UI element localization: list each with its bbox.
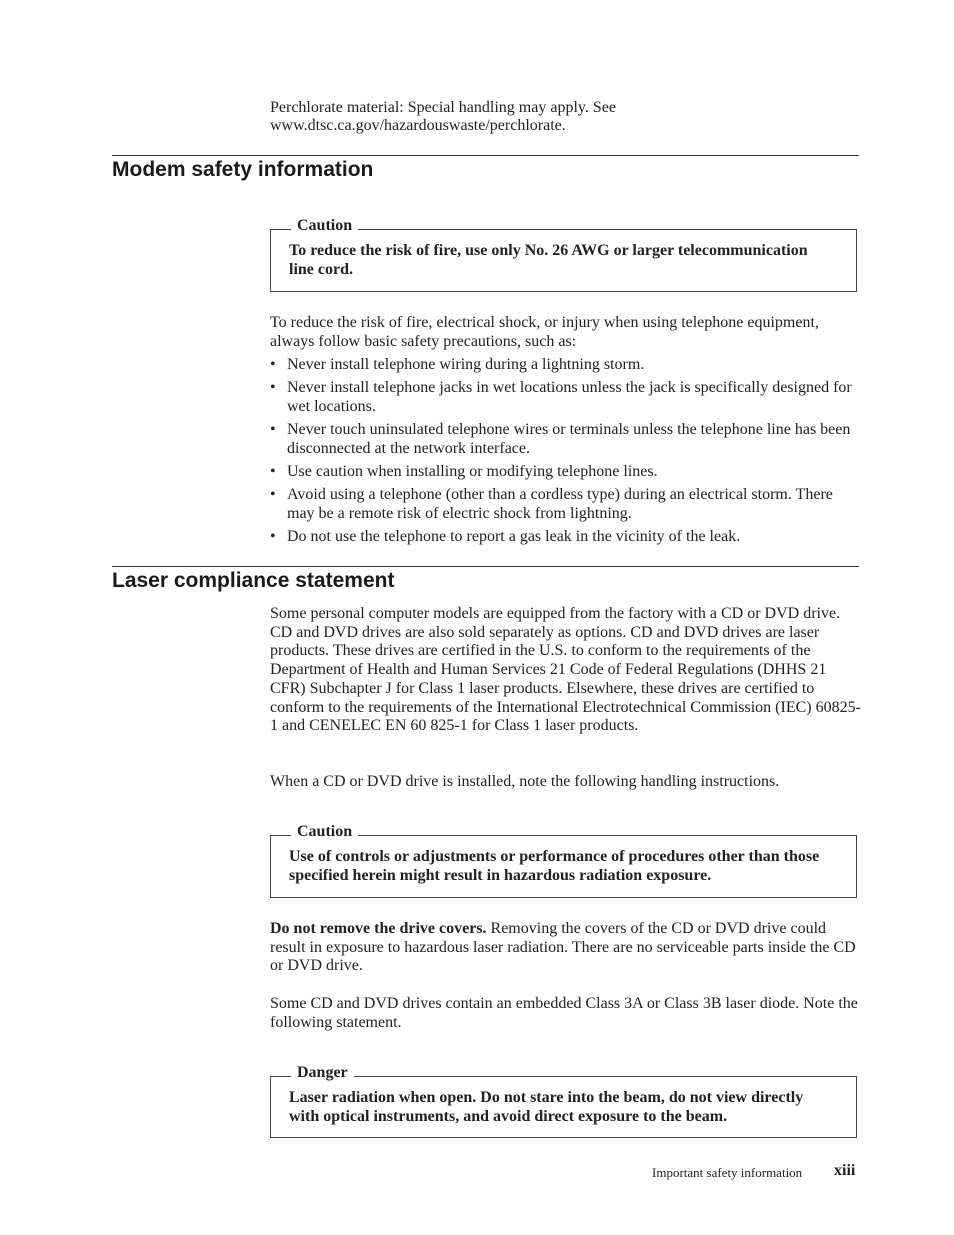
bullet: •	[270, 486, 276, 504]
laser-para-3: Some CD and DVD drives contain an embedded Class 3A or Class 3B laser diode. Note the following statement.	[270, 995, 858, 1031]
caution-label: Caution	[291, 216, 358, 236]
caution-text: Use of controls or adjustments or performance of procedures other than those specified herein might result in hazardous radiation exposure.	[289, 848, 820, 884]
list-item: • Do not use the telephone to report a gas leak in the vicinity of the leak.	[270, 528, 741, 546]
perchlorate-line-2: www.dtsc.ca.gov/hazardouswaste/perchlorate.	[270, 117, 566, 134]
bullet: •	[270, 528, 276, 546]
modem-heading: Modem safety information	[112, 158, 374, 181]
list-item: • Never touch uninsulated telephone wires or terminals unless the telephone line has been disconnected at the network interface.	[270, 421, 851, 457]
caution-label: Caution	[291, 822, 358, 842]
danger-text: Laser radiation when open. Do not stare into the beam, do not view directly with optical instruments, and avoid direct exposure to the beam.	[289, 1089, 804, 1125]
danger-label: Danger	[291, 1063, 354, 1083]
footer-section-title: Important safety information	[652, 1165, 803, 1180]
laser-para-2: When a CD or DVD drive is installed, note the following handling instructions.	[270, 773, 780, 790]
bullet: •	[270, 379, 276, 397]
section-divider	[112, 566, 859, 567]
page-number: xiii	[834, 1162, 856, 1179]
section-divider	[112, 155, 859, 156]
list-item: • Use caution when installing or modifying telephone lines.	[270, 463, 658, 481]
modem-precautions-list	[270, 356, 862, 551]
bullet: •	[270, 356, 276, 373]
drive-covers-paragraph	[270, 920, 862, 976]
bullet: •	[270, 463, 276, 481]
perchlorate-line-1: Perchlorate material: Special handling may apply. See	[270, 99, 616, 116]
list-item: • Avoid using a telephone (other than a cordless type) during an electrical storm. There may be a remote risk of electric shock from lightning.	[270, 486, 833, 522]
modem-intro: To reduce the risk of fire, electrical shock, or injury when using telephone equipment, always follow basic safety precautions, such as:	[270, 314, 819, 350]
bullet: •	[270, 421, 276, 439]
drive-covers-lead: Do not remove the drive covers.	[270, 920, 487, 937]
drive-covers-text: Removing the covers of the CD or DVD drive could result in exposure to hazardous laser radiation. There are no serviceable parts inside the CD or DVD drive.	[270, 920, 856, 975]
caution-text: To reduce the risk of fire, use only No. 26 AWG or larger telecommunication line cord.	[289, 242, 808, 278]
laser-heading: Laser compliance statement	[112, 569, 395, 592]
list-item: • Never install telephone wiring during a lightning storm.	[270, 356, 645, 373]
laser-para-1: Some personal computer models are equipped from the factory with a CD or DVD drive. CD and DVD drives are also sold separately as options. CD and DVD drives are laser products. These drives are certified in the U.S. to conform to the requirements of the Department of Health and Human Services 21 Code of Federal Regulations (DHHS 21 CFR) Subchapter J for Class 1 laser products. Elsewhere, these drives are certified to conform to the requirements of the International Electrotechnical Commission (IEC) 60825-1 and CENELEC EN 60 825-1 for Class 1 laser products.	[270, 605, 861, 735]
laser-caution-box	[270, 823, 857, 898]
modem-caution-box	[270, 217, 857, 292]
list-item: • Never install telephone jacks in wet locations unless the jack is specifically designed for wet locations.	[270, 379, 852, 415]
danger-box	[270, 1064, 857, 1138]
